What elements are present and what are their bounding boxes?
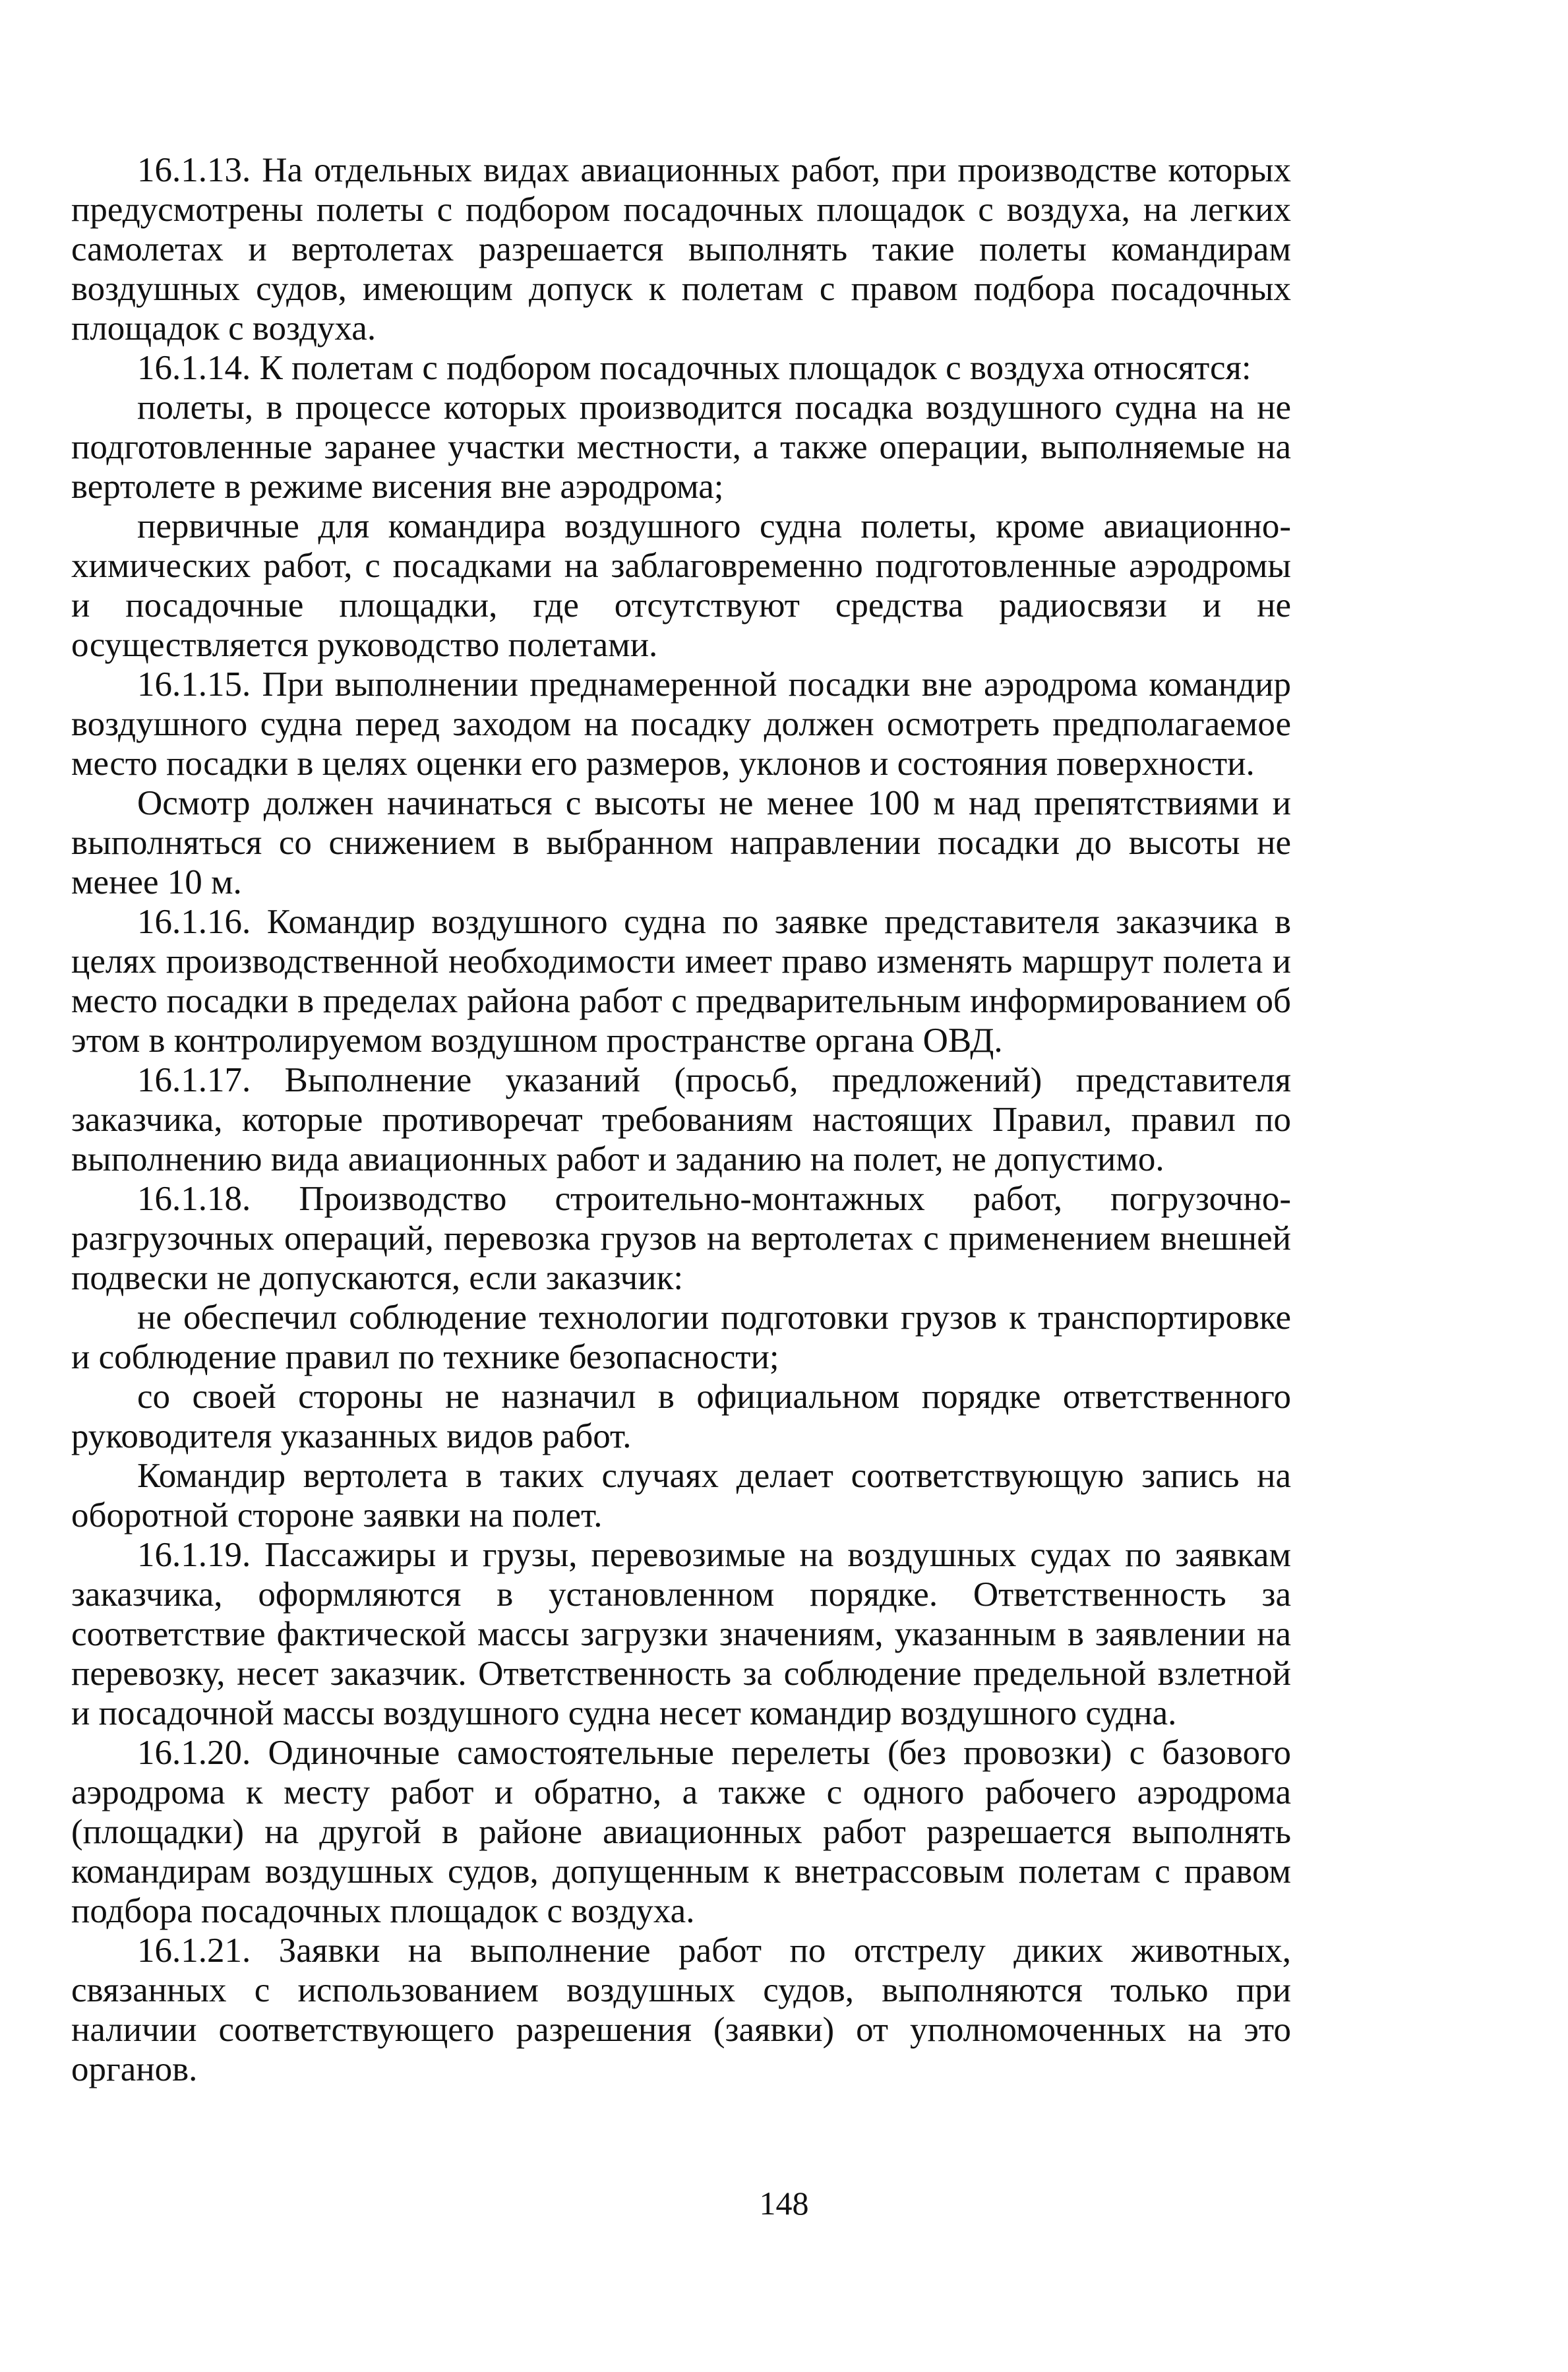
paragraph-16-1-16: 16.1.16. Командир воздушного судна по заявке представителя заказчика в целях производственной необходимости имеет право изменять маршрут полета и место посадки в пределах района работ с предварительным информированием об этом в контролируемом воздушном пространстве органа ОВД. <box>71 903 1291 1060</box>
paragraph-16-1-15: 16.1.15. При выполнении преднамеренной посадки вне аэродрома командир воздушного судна перед заходом на посадку должен осмотреть предполагаемое место посадки в целях оценки его размеров, уклонов и состояния поверхности. <box>71 665 1291 783</box>
paragraph-16-1-14-item-1: полеты, в процессе которых производится посадка воздушного судна на не подготовленные заранее участки местности, а также операции, выполняемые на вертолете в режиме висения вне аэродрома; <box>71 388 1291 506</box>
paragraph-16-1-17: 16.1.17. Выполнение указаний (просьб, предложений) представителя заказчика, которые противоречат требованиям настоящих Правил, правил по выполнению вида авиационных работ и заданию на полет, не допустимо. <box>71 1061 1291 1178</box>
document-body <box>71 150 1291 2089</box>
page-number: 148 <box>759 2185 809 2222</box>
paragraph-16-1-18-note: Командир вертолета в таких случаях делает соответствующую запись на оборотной стороне заявки на полет. <box>71 1457 1291 1535</box>
paragraph-16-1-18-item-2: со своей стороны не назначил в официальном порядке ответственного руководителя указанных видов работ. <box>71 1378 1291 1455</box>
paragraph-16-1-15-inspection: Осмотр должен начинаться с высоты не менее 100 м над препятствиями и выполняться со снижением в выбранном направлении посадки до высоты не менее 10 м. <box>71 784 1291 901</box>
paragraph-16-1-14: 16.1.14. К полетам с подбором посадочных площадок с воздуха относятся: <box>137 349 1251 387</box>
paragraph-16-1-14-item-2: первичные для командира воздушного судна полеты, кроме авиационно-химических работ, с посадками на заблаговременно подготовленные аэродромы и посадочные площадки, где отсутствуют средства радиосвязи и не осуществляется руководство полетами. <box>71 507 1291 664</box>
paragraph-16-1-18: 16.1.18. Производство строительно-монтажных работ, погрузочноразгрузочных операций, перевозка грузов на вертолетах с применением внешней подвески не допускаются, если заказчик: <box>71 1180 1291 1297</box>
paragraph-16-1-18-item-1: не обеспечил соблюдение технологии подготовки грузов к транспортировке и соблюдение правил по технике безопасности; <box>71 1298 1291 1376</box>
paragraph-16-1-13: 16.1.13. На отдельных видах авиационных работ, при производстве которых предусмотрены полеты с подбором посадочных площадок с воздуха, на легких самолетах и вертолетах разрешается выполнять такие полеты командирам воздушных судов, имеющим допуск к полетам с правом подбора посадочных площадок с воздуха. <box>71 151 1291 348</box>
paragraph-16-1-20: 16.1.20. Одиночные самостоятельные перелеты (без провозки) с базового аэродрома к месту работ и обратно, а также с одного рабочего аэродрома (площадки) на другой в районе авиационных работ разрешается выполнять командирам воздушных судов, допущенным к внетрассовым полетам с правом подбора посадочных площадок с воздуха. <box>71 1734 1291 1930</box>
paragraph-16-1-21: 16.1.21. Заявки на выполнение работ по отстрелу диких животных, связанных с использованием воздушных судов, выполняются только при наличии соответствующего разрешения (заявки) от уполномоченных на это органов. <box>71 1931 1291 2088</box>
paragraph-16-1-19: 16.1.19. Пассажиры и грузы, перевозимые на воздушных судах по заявкам заказчика, оформляются в установленном порядке. Ответственность за соответствие фактической массы загрузки значениям, указанным в заявлении на перевозку, несет заказчик. Ответственность за соблюдение предельной взлетной и посадочной массы воздушного судна несет командир воздушного судна. <box>71 1536 1291 1732</box>
